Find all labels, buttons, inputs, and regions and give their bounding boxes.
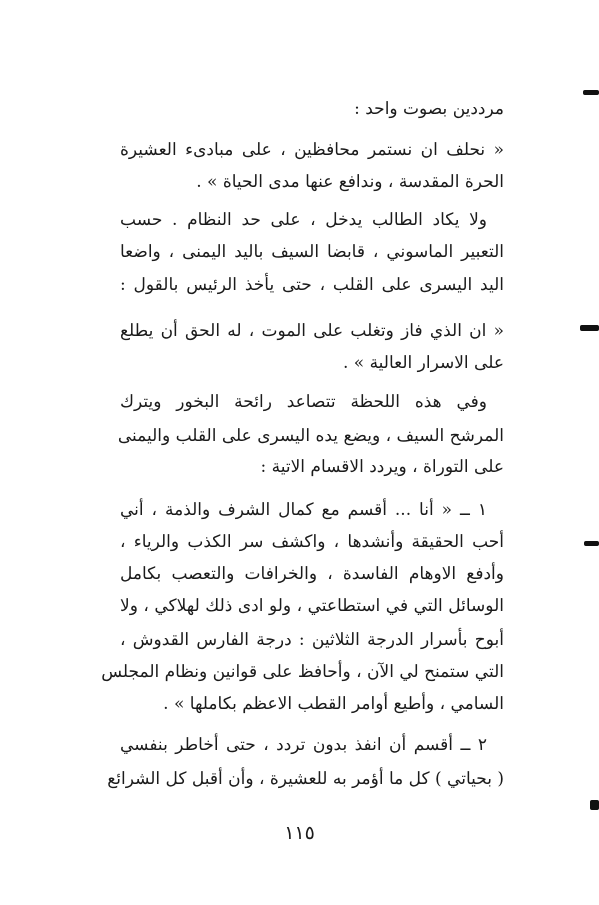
text-line: المرشح السيف ، ويضع يده اليسرى على القلب واليمنى <box>117 426 504 446</box>
text-line: أحب الحقيقة وأنشدها ، واكشف سر الكذب والرياء ، <box>120 532 504 552</box>
text-line: الحرة المقدسة ، وندافع عنها مدى الحياة » . <box>196 172 504 192</box>
scan-edge-mark <box>590 800 599 810</box>
text-line: ٢ ــ أقسم أن انفذ بدون تردد ، حتى أخاطر بنفسي <box>120 735 487 755</box>
page-number: ١١٥ <box>284 822 315 844</box>
text-line: ١ ــ « أنا ... أقسم مع كمال الشرف والذمة ، أني <box>120 500 487 520</box>
text-line: وفي هذه اللحظة تتصاعد رائحة البخور ويترك <box>120 392 487 412</box>
text-line: « نحلف ان نستمر محافظين ، على مبادىء العشيرة <box>120 140 504 160</box>
text-line: أبوح بأسرار الدرجة الثلاثين : درجة الفارس القدوش ، <box>120 630 504 650</box>
text-line: وأدفع الاوهام الفاسدة ، والخرافات والتعصب بكامل <box>120 564 504 584</box>
text-line: السامي ، وأطيع أوامر القطب الاعظم بكاملها » . <box>163 694 504 714</box>
text-line: التي ستمنح لي الآن ، وأحافظ على قوانين ونظام المجلس <box>101 662 504 682</box>
text-line: الوسائل التي في استطاعتي ، ولو ادى ذلك لهلاكي ، ولا <box>120 596 504 616</box>
scan-edge-mark <box>584 541 599 546</box>
text-line: مرددين بصوت واحد : <box>354 99 504 119</box>
scan-edge-mark <box>580 325 599 331</box>
text-line: على الاسرار العالية » . <box>342 353 504 373</box>
text-line: « ان الذي فاز وتغلب على الموت ، له الحق أن يطلع <box>120 321 504 341</box>
text-line: ( بحياتي ) كل ما أؤمر به للعشيرة ، وأن أقبل كل الشرائع <box>107 769 504 789</box>
text-line: التعبير الماسوني ، قابضا السيف باليد اليمنى ، واضعا <box>120 242 504 262</box>
scan-edge-mark <box>583 90 599 95</box>
text-line: ولا يكاد الطالب يدخل ، على حد النظام . حسب <box>120 210 487 230</box>
text-line: على التوراة ، ويردد الاقسام الاتية : <box>260 457 504 477</box>
text-line: اليد اليسرى على القلب ، حتى يأخذ الرئيس بالقول : <box>120 275 504 295</box>
